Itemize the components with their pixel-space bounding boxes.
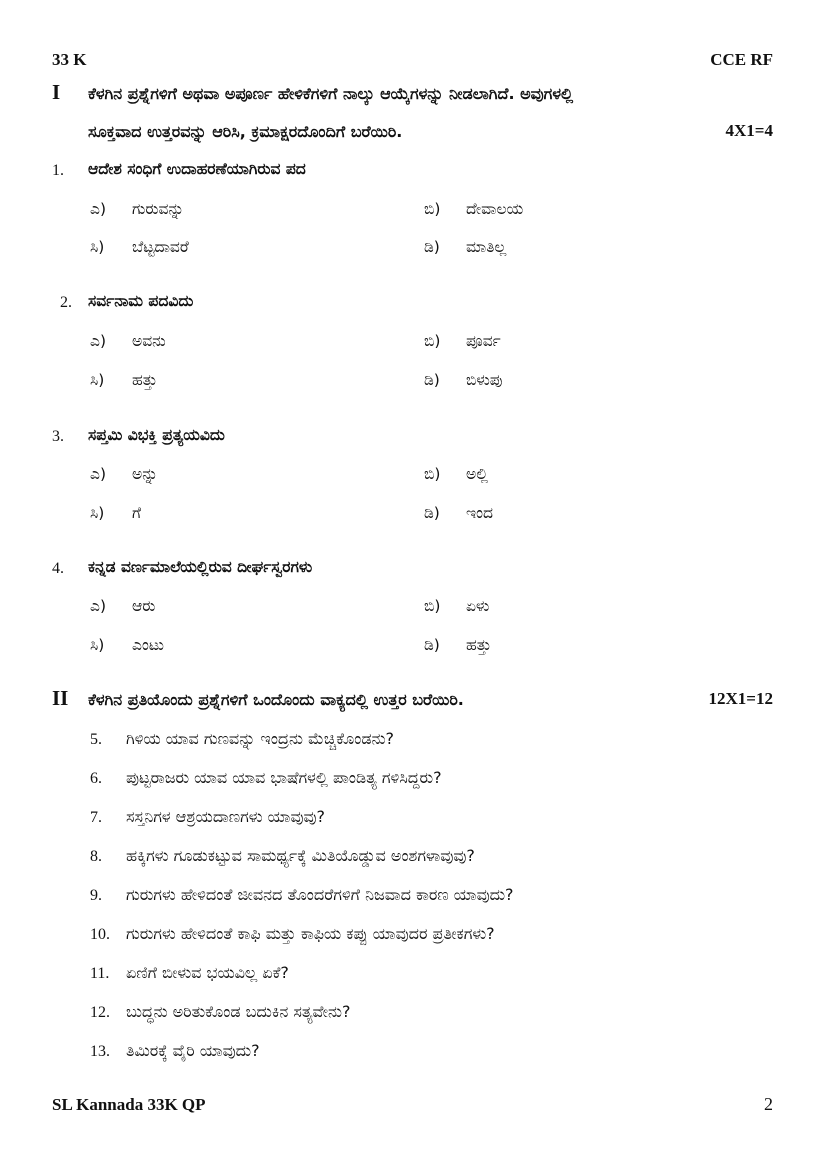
option-label: ಡಿ) xyxy=(424,636,440,654)
option-label: ಸಿ) xyxy=(90,504,105,522)
option-label: ಸಿ) xyxy=(90,636,105,654)
question-text: ಸಸ್ತನಿಗಳ ಆಶ್ರಯದಾಣಗಳು ಯಾವುವು? xyxy=(126,807,326,826)
short-question xyxy=(90,729,394,749)
question-text: ಗುರುಗಳು ಹೇಳಿದಂತೆ ಜೀವನದ ತೊಂದರೆಗಳಿಗೆ ನಿಜವಾದ ಕಾರಣ ಯಾವುದು? xyxy=(126,885,514,904)
question-number: 7. xyxy=(90,809,102,826)
short-question xyxy=(90,963,289,983)
question-number: 10. xyxy=(90,926,110,943)
option-text: ಗುರುವನ್ನು xyxy=(132,200,185,218)
question-number: 2. xyxy=(60,294,72,311)
question-number: 6. xyxy=(90,770,102,787)
question-text: ಸಪ್ತಮಿ ವಿಭಕ್ತಿ ಪ್ರತ್ಯಯವಿದು xyxy=(88,426,225,444)
option-text: ಹತ್ತು xyxy=(132,371,158,389)
option-c xyxy=(90,238,189,257)
option-d xyxy=(424,504,493,523)
question-number: 5. xyxy=(90,731,102,748)
option-a xyxy=(90,597,155,616)
footer-paper-name: SL Kannada 33K QP xyxy=(52,1095,206,1114)
option-a xyxy=(90,465,158,484)
question-number: 1. xyxy=(52,162,64,179)
section-1-marks: 4X1=4 xyxy=(725,121,773,140)
option-a xyxy=(90,200,184,219)
short-question xyxy=(90,1002,351,1022)
question-text: ಗುರುಗಳು ಹೇಳಿದಂತೆ ಕಾಫಿ ಮತ್ತು ಕಾಫಿಯ ಕಪ್ಪು ಯಾವುದರ ಪ್ರತೀಕಗಳು? xyxy=(126,924,495,943)
question-number: 11. xyxy=(90,965,110,982)
short-question xyxy=(90,768,442,788)
option-text: ಏಳು xyxy=(466,597,490,615)
short-question xyxy=(90,807,325,827)
short-question xyxy=(90,924,495,944)
option-label: ಸಿ) xyxy=(90,371,105,389)
question-text: ಸರ್ವನಾಮ ಪದವಿದು xyxy=(88,292,194,310)
option-b xyxy=(424,200,523,219)
option-label: ಎ) xyxy=(90,332,106,350)
section-1-instruction-line1: ಕೆಳಗಿನ ಪ್ರಶ್ನೆಗಳಿಗೆ ಅಥವಾ ಅಪೂರ್ಣ ಹೇಳಿಕೆಗಳಿಗೆ ನಾಲ್ಕು ಆಯ್ಕೆಗಳನ್ನು ನೀಡಲಾಗಿದೆ. ಅವುಗಳಲ್ಲಿ xyxy=(88,84,574,103)
option-b xyxy=(424,332,501,351)
option-label: ಎ) xyxy=(90,465,106,483)
option-b xyxy=(424,597,489,616)
option-a xyxy=(90,332,166,351)
section-1-instruction-line2: ಸೂಕ್ತವಾದ ಉತ್ತರವನ್ನು ಆರಿಸಿ, ಕ್ರಮಾಕ್ಷರದೊಂದಿಗೆ ಬರೆಯಿರಿ. xyxy=(88,122,403,141)
option-c xyxy=(90,636,164,655)
option-text: ಬೆಟ್ಟದಾವರೆ xyxy=(132,238,189,256)
option-text: ಹತ್ತು xyxy=(466,636,492,654)
question-text: ತಿಮಿರಕ್ಕೆ ವೈರಿ ಯಾವುದು? xyxy=(126,1041,260,1060)
paper-code: 33 K xyxy=(52,50,87,69)
option-b xyxy=(424,465,488,484)
option-text: ಅವನು xyxy=(132,332,166,350)
option-label: ಬಿ) xyxy=(424,332,441,350)
question-text: ಗಿಳಿಯ ಯಾವ ಗುಣವನ್ನು ಇಂದ್ರನು ಮೆಚ್ಚಿಕೊಂಡನು? xyxy=(126,729,395,748)
option-label: ಎ) xyxy=(90,597,106,615)
question-number: 9. xyxy=(90,887,102,904)
option-text: ಆರು xyxy=(132,597,156,615)
question-text: ಕನ್ನಡ ವರ್ಣಮಾಲೆಯಲ್ಲಿರುವ ದೀರ್ಘಸ್ವರಗಳು xyxy=(88,558,313,576)
option-d xyxy=(424,636,491,655)
question-text: ಏಣಿಗೆ ಬೀಳುವ ಭಯವಿಲ್ಲ ಏಕೆ? xyxy=(126,963,289,982)
option-text: ಪೂರ್ವ xyxy=(466,332,501,350)
section-2-marks: 12X1=12 xyxy=(708,689,773,708)
option-label: ಬಿ) xyxy=(424,200,441,218)
page-number: 2 xyxy=(764,1094,773,1114)
option-c xyxy=(90,371,157,390)
question-number: 3. xyxy=(52,428,64,445)
option-label: ಸಿ) xyxy=(90,238,105,256)
short-question xyxy=(90,1041,260,1061)
question-text: ಆದೇಶ ಸಂಧಿಗೆ ಉದಾಹರಣೆಯಾಗಿರುವ ಪದ xyxy=(88,160,306,178)
short-question xyxy=(90,885,514,905)
option-text: ಬಿಳುಪು xyxy=(466,371,503,389)
question-text: ಬುದ್ಧನು ಅರಿತುಕೊಂಡ ಬದುಕಿನ ಸತ್ಯವೇನು? xyxy=(126,1002,351,1021)
short-question xyxy=(90,846,475,866)
option-label: ಡಿ) xyxy=(424,238,440,256)
option-text: ಅಲ್ಲಿ xyxy=(466,465,488,483)
option-d xyxy=(424,238,506,257)
paper-type: CCE RF xyxy=(710,50,773,69)
question-number: 4. xyxy=(52,560,64,577)
section-1-number: I xyxy=(52,80,61,104)
option-label: ಬಿ) xyxy=(424,465,441,483)
option-label: ಎ) xyxy=(90,200,106,218)
section-2-instruction: ಕೆಳಗಿನ ಪ್ರತಿಯೊಂದು ಪ್ರಶ್ನೆಗಳಿಗೆ ಒಂದೊಂದು ವಾಕ್ಯದಲ್ಲಿ ಉತ್ತರ ಬರೆಯಿರಿ. xyxy=(88,690,464,709)
option-text: ದೇವಾಲಯ xyxy=(466,200,524,218)
option-label: ಡಿ) xyxy=(424,504,440,522)
option-text: ಇಂದ xyxy=(466,504,493,522)
question-text: ಹಕ್ಕಿಗಳು ಗೂಡುಕಟ್ಟುವ ಸಾಮರ್ಥ್ಯಕ್ಕೆ ಮಿತಿಯೊಡ್ಡುವ ಅಂಶಗಳಾವುವು? xyxy=(126,846,475,865)
question-text: ಪುಟ್ಟರಾಜರು ಯಾವ ಯಾವ ಭಾಷೆಗಳಲ್ಲಿ ಪಾಂಡಿತ್ಯ ಗಳಿಸಿದ್ದರು? xyxy=(126,768,442,787)
option-text: ಅನ್ನು xyxy=(132,465,158,483)
option-text: ಗೆ xyxy=(132,504,142,522)
option-label: ಬಿ) xyxy=(424,597,441,615)
option-text: ಮಾತಿಲ್ಲ xyxy=(466,238,507,256)
question-number: 12. xyxy=(90,1004,110,1021)
section-2-number: II xyxy=(52,686,69,710)
question-number: 13. xyxy=(90,1043,110,1060)
option-d xyxy=(424,371,502,390)
option-label: ಡಿ) xyxy=(424,371,440,389)
option-c xyxy=(90,504,141,523)
question-number: 8. xyxy=(90,848,102,865)
option-text: ಎಂಟು xyxy=(132,636,164,654)
